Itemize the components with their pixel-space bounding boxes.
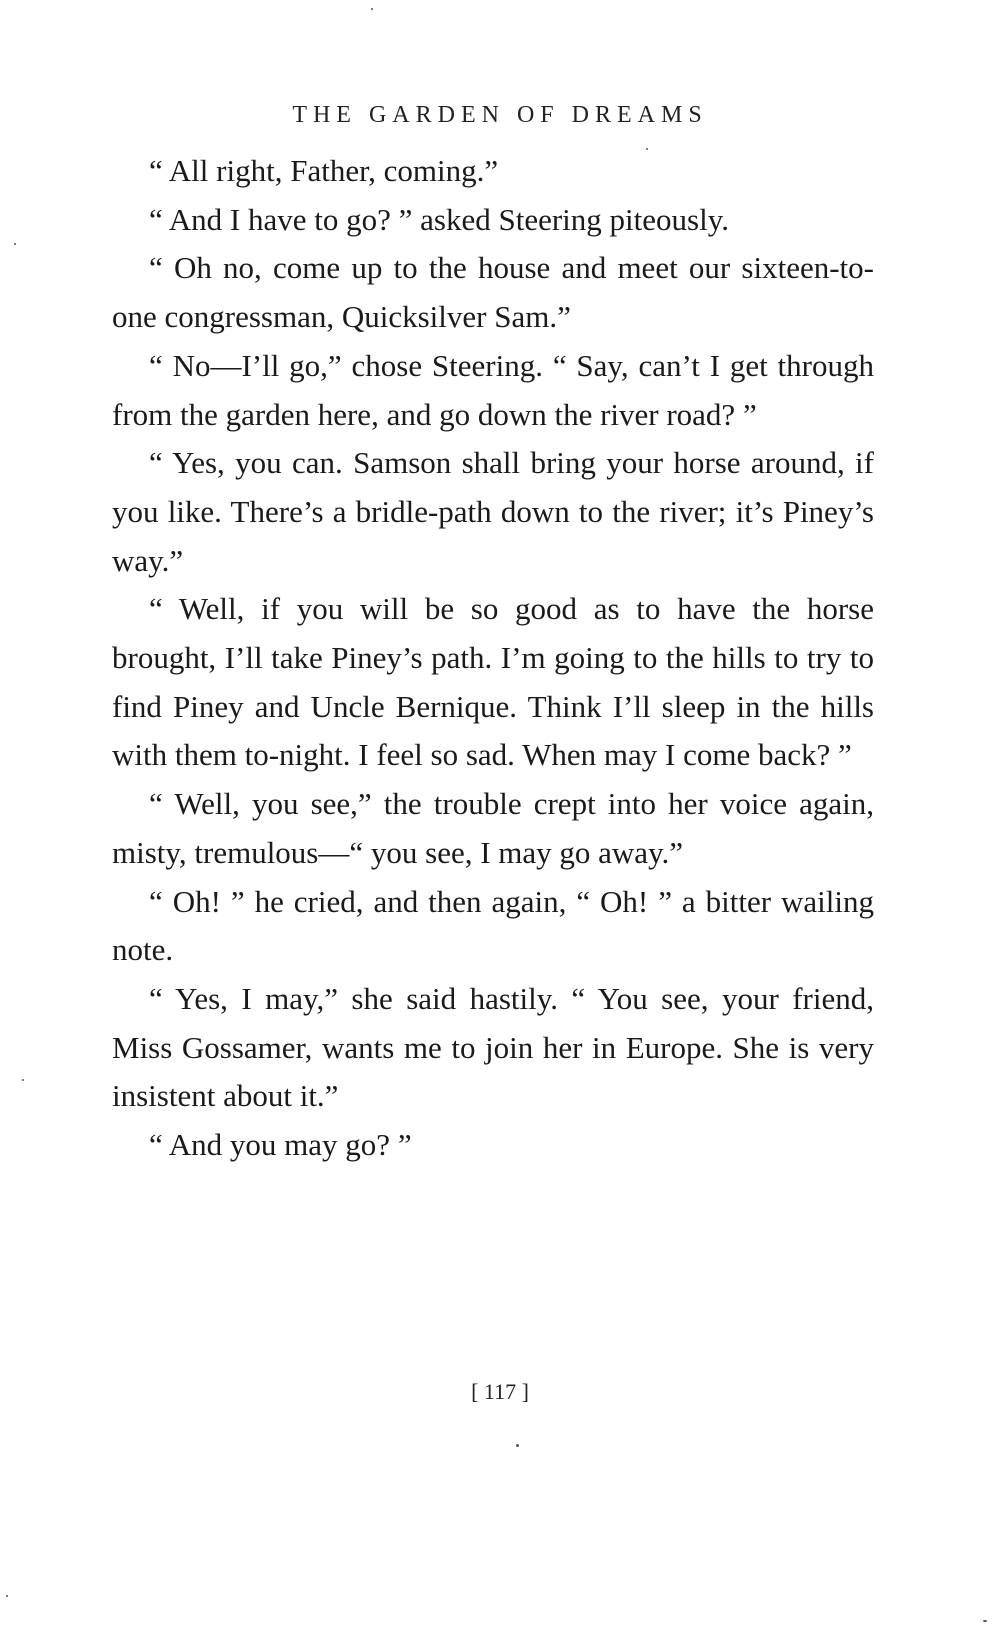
page-number: [ 117 ]: [471, 1379, 529, 1404]
scan-speck: [22, 1079, 24, 1081]
paragraph-8: “ Oh! ” he cried, and then again, “ Oh! ” a bitter wailing note.: [112, 883, 874, 968]
running-head: THE GARDEN OF DREAMS: [292, 102, 708, 128]
paragraph-4: “ No—I’ll go,” chose Steering. “ Say, can’t I get through from the garden here, and go down the river road? ”: [112, 347, 874, 432]
paragraph-5: “ Yes, you can. Samson shall bring your horse around, if you like. There’s a bridle-path down to the river; it’s Piney’s way.”: [112, 445, 874, 578]
paragraph-9: “ Yes, I may,” she said hastily. “ You see, your friend, Miss Gossamer, wants me to join her in Europe. She is very insistent about it.”: [112, 980, 874, 1114]
scan-speck: [983, 1620, 987, 1622]
body-text: [112, 147, 874, 1170]
paragraph-1: “ All right, Father, coming.”: [149, 153, 499, 188]
paragraph-10: “ And you may go? ”: [149, 1127, 412, 1163]
paragraph-3: “ Oh no, come up to the house and meet our sixteen-to-one congressman, Quicksilver Sam.”: [112, 250, 874, 335]
scan-speck: [371, 8, 373, 10]
paragraph-2: “ And I have to go? ” asked Steering piteously.: [149, 201, 729, 237]
scan-speck: [6, 1595, 8, 1597]
scan-speck: [14, 243, 16, 245]
paragraph-7: “ Well, you see,” the trouble crept into her voice again, misty, tremulous—“ you see, I may go away.”: [112, 786, 874, 870]
scan-speck: [646, 148, 648, 150]
paragraph-6: “ Well, if you will be so good as to have the horse brought, I’ll take Piney’s path. I’m going to the hills to try to find Piney and Uncle Bernique. Think I’ll sleep in the hills with them to-night. I feel so sad. When may I come back? ”: [112, 591, 874, 773]
scan-speck: [516, 1444, 519, 1447]
